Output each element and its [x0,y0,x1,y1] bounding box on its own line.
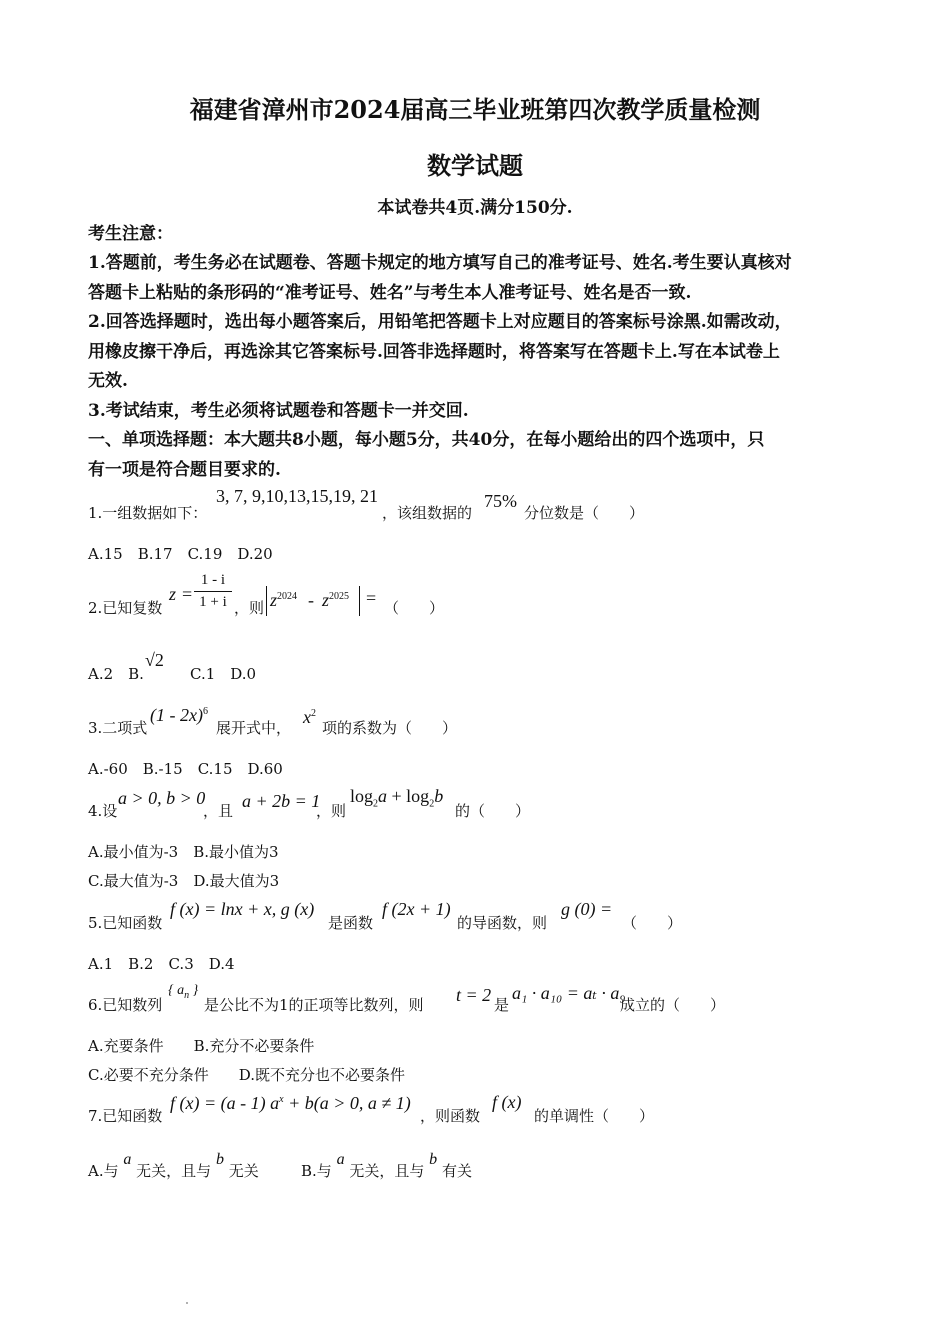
q3-mid: 展开式中， [216,719,292,737]
q4-options-line2: C.最大值为-3 D.最大值为3 [88,872,280,890]
q2-expr-a [270,590,297,611]
q3-binomial: (1 - 2x) [150,705,203,725]
q5-options: A.1 B.2 C.3 D.4 [88,955,235,973]
q2-mid: ，则 [234,599,265,617]
notice-heading: 考生注意： [88,224,173,244]
q2-exp-b: 2025 [329,591,350,602]
q3-suffix: 项的系数为（ ） [322,719,458,737]
q6-seq-sub: n [184,989,190,1001]
q1-suffix: 分位数是（ ） [524,504,645,522]
q4-mid1: ，且 [203,802,234,820]
q4-prefix: 4.设 [88,802,118,820]
q2-numerator: 1 - i [200,572,226,588]
exam-subject: 数学试题 [427,151,523,180]
q6-mid: 是公比不为1的正项等比数列，则 [204,996,424,1014]
q7-mid: ，则函数 [420,1107,481,1125]
q2-base-b: z [322,590,330,610]
q1-options: A.15 B.17 C.19 D.20 [88,545,273,563]
q2-option-rest: C.1 D.0 [190,665,257,683]
q5-prefix: 5.已知函数 [88,914,163,932]
q7-var-b2: b [429,1151,438,1168]
q7-opt-b1: B.与 [301,1162,332,1180]
q7-opt-b2: 无关，且与 [349,1162,425,1180]
notice-item1-line1: 1.答题前，考生务必在试题卷、答题卡规定的地方填写自己的准考证号、姓名.考生要认真核对 [88,253,792,273]
q7-fx-exp: x [279,1094,284,1105]
q4-cond: a > 0, b > 0 [118,788,206,808]
q2-eq: = [182,584,193,604]
q4-plus: + [391,786,402,806]
q4-var2: b [434,786,444,806]
q4-log2: log [406,786,430,806]
q7-var-b: b [215,1151,224,1168]
q2-z: z [169,584,177,604]
q4-base2: 2 [429,798,435,810]
q4-suffix: 的（ ） [455,802,531,820]
q2-exp-a: 2024 [277,591,298,602]
q2-expr-b [322,590,349,611]
q4-log1: log [350,786,374,806]
q6-options-line2: C.必要不充分条件 D.既不充分也不必要条件 [88,1066,405,1084]
q5-mid: 是函数 [328,914,374,932]
abs-bar-left [266,586,267,616]
q3-term [303,707,316,728]
notice-item2-line2: 用橡皮擦干净后，再选涂其它答案标号.回答非选择题时，将答案写在答题卡上.写在本试卷上 [88,342,780,362]
q7-opt-a1: A.与 [88,1162,119,1180]
q7-var-a: a [123,1151,132,1168]
q3-term-base: x [303,707,311,727]
q3-options: A.-60 B.-15 C.15 D.60 [88,760,283,778]
q2-denominator: 1 + i [199,594,227,610]
q2-fraction [194,572,232,611]
q1-data: 3, 7, 9,10,13,15,19, 21 [216,486,378,506]
q6-seq [168,983,198,1001]
q7-fx [170,1093,411,1114]
q5-g0: g (0) = [561,899,613,919]
q7-option-b [301,1151,472,1181]
q6-options-line1: A.充要条件 B.充分不必要条件 [88,1037,315,1055]
notice-item3: 3.考试结束，考生必须将试题卷和答题卡一并交回. [88,401,469,421]
fraction-bar [194,591,232,592]
q7-fx-main: f (x) = (a - 1) a [170,1093,280,1113]
exam-info: 本试卷共4页.满分150分. [377,198,573,218]
q2-suffix: （ ） [384,599,445,617]
q6-suffix: 成立的（ ） [620,996,726,1014]
q6-seq-open: { a [168,983,185,998]
q4-cond2: a + 2b = 1 [242,791,321,811]
q6-mid2: 是 [494,996,510,1014]
q7-opt-a3: 无关 [228,1162,259,1180]
q2-eq2: = [366,588,377,608]
q1-percent: 75% [484,491,517,511]
q7-opt-a2: 无关，且与 [136,1162,212,1180]
stray-dot [186,1302,188,1304]
q4-var1: a [378,786,388,806]
q3-prefix: 3.二项式 [88,719,148,737]
q6-expr: a₁ · a₁₀ = aₜ · a₉ [512,983,626,1003]
q6-seq-close: } [189,983,199,998]
q7-suffix: 的单调性（ ） [534,1107,655,1125]
q3-exp: 6 [202,706,208,717]
q4-mid2: ，则 [316,802,347,820]
q7-f: f (x) [492,1092,522,1112]
q2-option-a: A.2 B. [88,665,144,683]
exam-title: 福建省漳州市2024届高三毕业班第四次教学质量检测 [189,95,761,124]
notice-item1-line2: 答题卡上粘贴的条形码的“准考证号、姓名”与考生本人准考证号、姓名是否一致. [88,283,692,303]
q4-base1: 2 [373,798,379,810]
q3-term-exp: 2 [311,708,316,719]
q6-t: t = 2 [456,985,492,1005]
section1-line1: 一、单项选择题：本大题共8小题，每小题5分，共40分，在每小题给出的四个选项中，只 [88,430,765,450]
notice-item2-line1: 2.回答选择题时，选出每小题答案后，用铅笔把答题卡上对应题目的答案标号涂黑.如需改动， [88,312,792,332]
q5-mid2: 的导函数，则 [457,914,548,932]
q2-minus: - [308,590,314,610]
q7-fx-rest: + b(a > 0, a ≠ 1) [283,1093,411,1113]
q7-option-a [88,1151,259,1181]
q6-prefix: 6.已知数列 [88,996,163,1014]
q1-mid: ，该组数据的 [382,504,473,522]
abs-bar-right [359,586,360,616]
notice-item2-line3: 无效. [88,371,128,391]
q7-var-a2: a [336,1151,345,1168]
q2-option-sqrt: √2 [145,650,164,670]
q4-options-line1: A.最小值为-3 B.最小值为3 [88,843,279,861]
q5-f2: f (2x + 1) [382,899,451,919]
q2-prefix: 2.已知复数 [88,599,163,617]
q2-base-a: z [270,590,278,610]
q4-log-expr [350,786,443,810]
q5-fx: f (x) = lnx + x, g (x) [170,899,315,919]
q7-prefix: 7.已知函数 [88,1107,163,1125]
q1-prefix: 1.一组数据如下： [88,504,208,522]
q7-opt-b3: 有关 [441,1162,472,1180]
section1-line2: 有一项是符合题目要求的. [88,460,281,480]
q5-suffix: （ ） [622,914,683,932]
q3-expr [150,705,208,726]
